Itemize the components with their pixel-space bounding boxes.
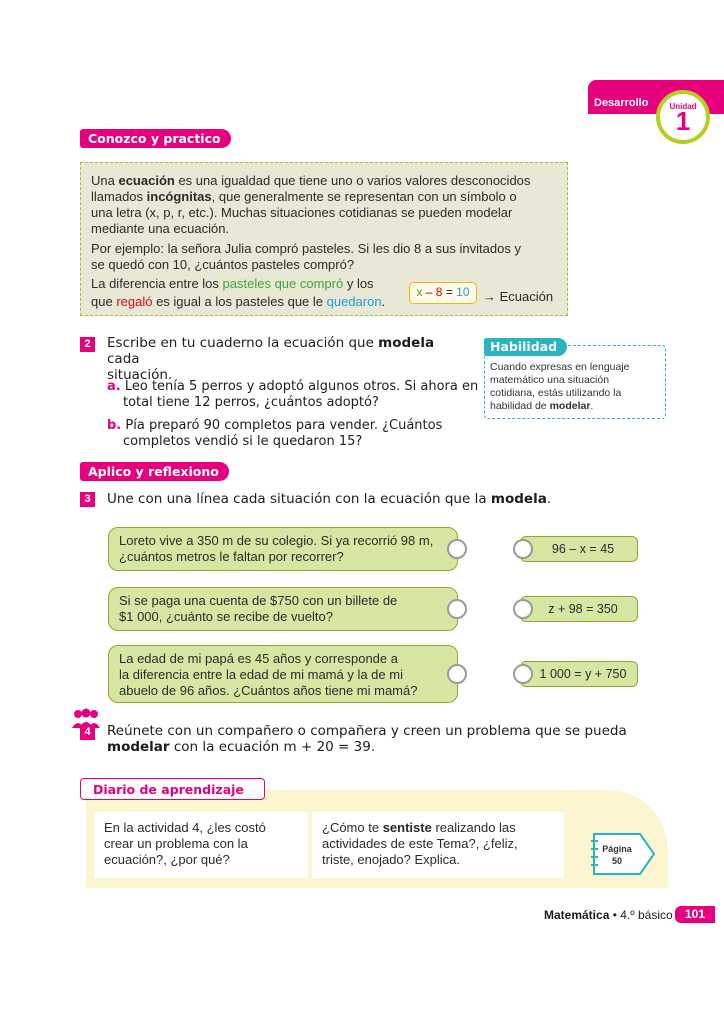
equation-connector-dot[interactable] bbox=[513, 599, 533, 619]
situation-card: La edad de mi papá es 45 años y corresponde a la diferencia entre la edad de mi mamá y la de mi abuelo de 96 años. ¿Cuántos años tiene mi mamá? bbox=[108, 645, 458, 703]
activity-number: 3 bbox=[80, 492, 95, 507]
situation-card: Loreto vive a 350 m de su colegio. Si ya recorrió 98 m, ¿cuántos metros le faltan por recorrer? bbox=[108, 527, 458, 571]
concept-box bbox=[80, 162, 568, 316]
activity4-prompt: Reúnete con un compañero o compañera y creen un problema que se pueda modelar con la ecuación m + 20 = 39. bbox=[107, 723, 627, 755]
concept-line: una letra (x, p, r, etc.). Muchas situaciones cotidianas se pueden modelar bbox=[91, 205, 513, 220]
section-label: Desarrollo bbox=[594, 97, 649, 109]
activity2-item-b: b. Pía preparó 90 completos para vender. ¿Cuántos completos vendió si le quedaron 15? bbox=[107, 418, 443, 449]
concept-line: se quedó con 10, ¿cuántos pasteles compró? bbox=[91, 257, 355, 272]
page-reference: Página 50 bbox=[602, 844, 632, 866]
activity2-prompt: Escribe en tu cuaderno la ecuación que modela cada situación. bbox=[107, 335, 435, 383]
footer-subject: Matemática • 4.º básico bbox=[544, 908, 673, 922]
situation-connector-dot[interactable] bbox=[447, 599, 467, 619]
unit-number: 1 bbox=[675, 106, 691, 136]
activity3-prompt: Une con una línea cada situación con la ecuación que la modela. bbox=[107, 491, 552, 507]
equation-connector-dot[interactable] bbox=[513, 539, 533, 559]
aplico-tag: Aplico y reflexiono bbox=[80, 462, 229, 481]
habilidad-text: Cuando expresas en lenguaje matemático una situación cotidiana, estás utilizando la habilidad de modelar. bbox=[490, 361, 630, 412]
equation-card: 96 – x = 45 bbox=[520, 536, 638, 562]
situation-connector-dot[interactable] bbox=[447, 664, 467, 684]
diario-tag: Diario de aprendizaje bbox=[80, 778, 265, 800]
concept-line: que regaló es igual a los pasteles que le quedaron. bbox=[91, 294, 386, 309]
activity-number: 4 bbox=[80, 725, 95, 740]
conozco-tag: Conozco y practico bbox=[80, 129, 231, 148]
equation-card: z + 98 = 350 bbox=[520, 596, 638, 622]
concept-line: Por ejemplo: la señora Julia compró pasteles. Si les dio 8 a sus invitados y bbox=[91, 241, 521, 256]
example-equation: x – 8 = 10 bbox=[409, 282, 477, 304]
equation-connector-dot[interactable] bbox=[513, 664, 533, 684]
concept-line: Una ecuación es una igualdad que tiene uno o varios valores desconocidos bbox=[91, 173, 531, 188]
habilidad-tag: Habilidad bbox=[484, 338, 567, 356]
diario-question-1: En la actividad 4, ¿les costó crear un problema con la ecuación?, ¿por qué? bbox=[94, 812, 308, 878]
equation-arrow-label: → Ecuación bbox=[483, 289, 554, 304]
concept-line: La diferencia entre los pasteles que compró y los bbox=[91, 276, 374, 291]
situation-card: Si se paga una cuenta de $750 con un billete de $1 000, ¿cuánto se recibe de vuelto? bbox=[108, 587, 458, 631]
unit-label: Unidad bbox=[669, 102, 697, 111]
situation-connector-dot[interactable] bbox=[447, 539, 467, 559]
diario-question-2: ¿Cómo te sentiste realizando las actividades de este Tema?, ¿feliz, triste, enojado? Explica. bbox=[312, 812, 564, 878]
activity2-item-a: a. Leo tenía 5 perros y adoptó algunos otros. Si ahora en total tiene 12 perros, ¿cuántos adoptó? bbox=[107, 379, 479, 410]
page-number: 101 bbox=[675, 906, 715, 923]
concept-line: mediante una ecuación. bbox=[91, 221, 230, 236]
concept-line: llamados incógnitas, que generalmente se representan con un símbolo o bbox=[91, 189, 517, 204]
activity-number: 2 bbox=[80, 337, 95, 352]
equation-card: 1 000 = y + 750 bbox=[520, 661, 638, 687]
unit-badge bbox=[656, 90, 710, 144]
